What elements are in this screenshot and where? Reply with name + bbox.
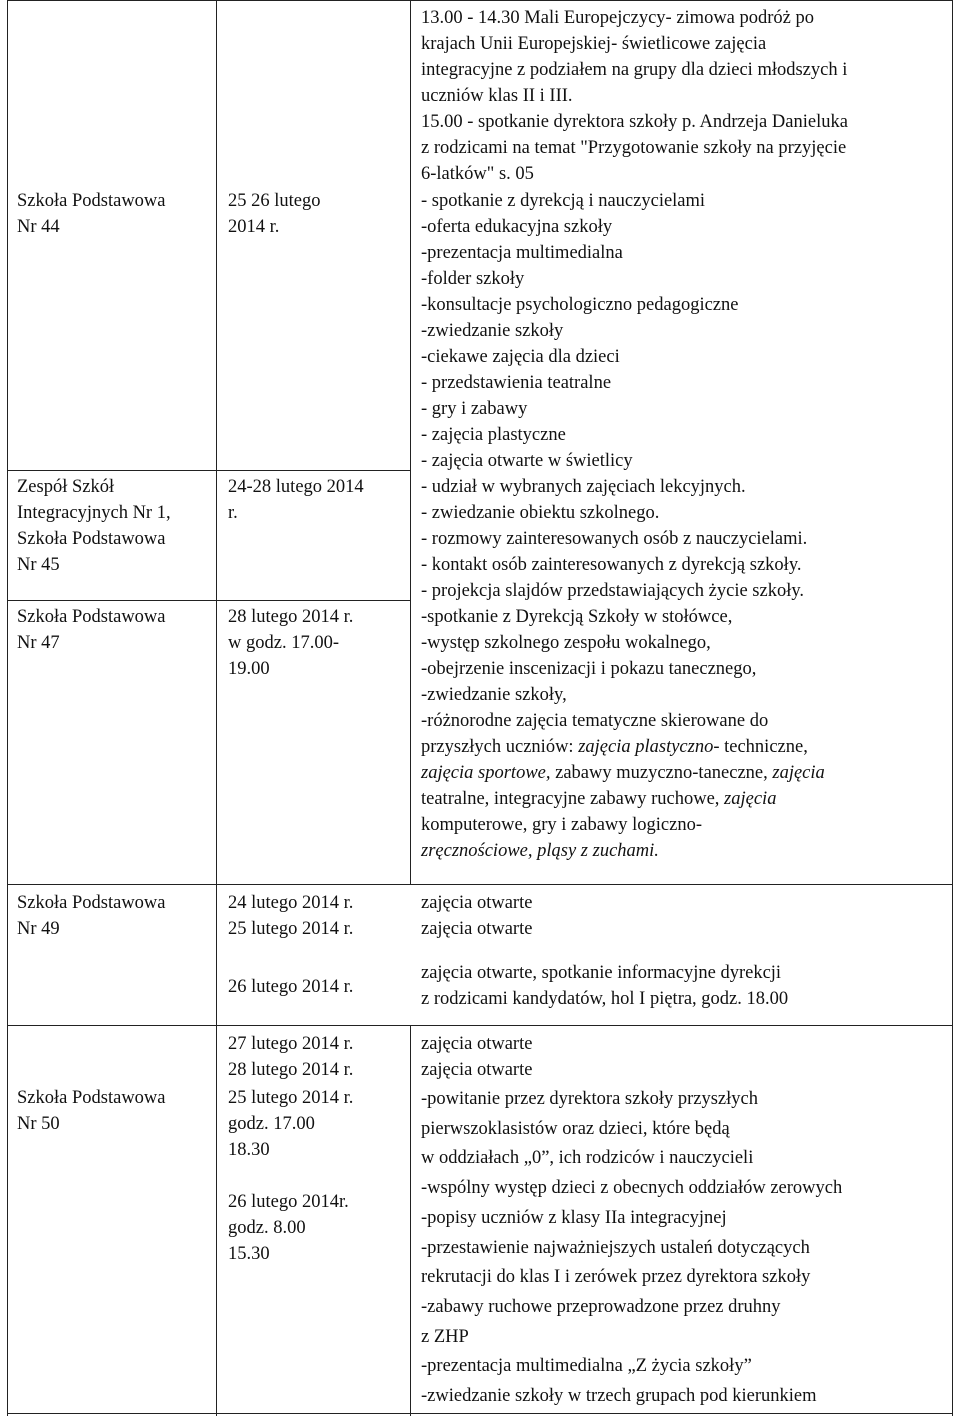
activity-line: zajęcia otwarte [421, 919, 533, 939]
activity-line: -zwiedzanie szkoły [421, 321, 564, 341]
activity-line [421, 838, 825, 864]
activity-line: -obejrzenie inscenizacji i pokazu tanecznego, [421, 659, 757, 679]
activity-line: 6-latków" s. 05 [421, 164, 534, 184]
activity-sp49-3 [421, 960, 788, 1012]
activity-text: teatralne, integracyjne zabawy ruchowe, [421, 789, 725, 809]
activity-line: - przedstawienia teatralne [421, 373, 612, 393]
activity-line: - kontakt osób zainteresowanych z dyrekcją szkoły. [421, 555, 802, 575]
date-line: 18.30 [228, 1140, 270, 1160]
activity-line: -konsultacje psychologiczno pedagogiczne [421, 295, 739, 315]
date-line: 25 26 lutego [228, 191, 321, 211]
activity-line: integracyjne z podziałem na grupy dla dzieci młodszych i [421, 60, 848, 80]
activity-line: -zwiedzanie szkoły, [421, 685, 567, 705]
row-divider-sp49 [7, 1025, 953, 1026]
row-divider-sp47 [7, 884, 953, 885]
date-line: 25 lutego 2014 r. [228, 919, 354, 939]
date-line: 27 lutego 2014 r. [228, 1034, 354, 1054]
activity-line: -zabawy ruchowe przeprowadzone przez druhny [421, 1296, 781, 1317]
activity-line: -popisy uczniów z klasy IIa integracyjnej [421, 1207, 727, 1228]
activity-line: - rozmowy zainteresowanych osób z nauczycielami. [421, 529, 808, 549]
date-line: godz. 17.00 [228, 1114, 315, 1134]
activity-line [421, 812, 825, 838]
school-name-zsi [17, 474, 171, 578]
activity-line: z ZHP [421, 1326, 469, 1347]
date-line: 24 lutego 2014 r. [228, 893, 354, 913]
activity-line: -wspólny występ dzieci z obecnych oddziałów zerowych [421, 1178, 843, 1199]
row-divider-sp44 [7, 470, 411, 471]
school-name-line: Nr 49 [17, 919, 60, 939]
school-name-line: Nr 44 [17, 217, 60, 237]
date-sp49-1 [228, 890, 353, 942]
activity-line: -występ szkolnego zespołu wokalnego, [421, 633, 711, 653]
school-name-line: Szkoła Podstawowa [17, 1088, 166, 1108]
school-name-line: Szkoła Podstawowa [17, 607, 166, 627]
activity-text-italic: zajęcia plastyczno- [578, 737, 720, 757]
date-sp49-4 [228, 1031, 353, 1083]
activity-line: - gry i zabawy [421, 399, 528, 419]
activities-sp50 [421, 1085, 842, 1412]
activity-line: zajęcia otwarte [421, 893, 533, 913]
activity-line: -prezentacja multimedialna [421, 243, 623, 263]
school-name-sp49 [17, 890, 166, 942]
school-name-line: Nr 50 [17, 1114, 60, 1134]
school-name-line: Szkoła Podstawowa [17, 893, 166, 913]
activity-text-italic: zajęcia [724, 789, 777, 809]
intro-sp44 [421, 5, 848, 187]
activity-line: - zajęcia plastyczne [421, 425, 566, 445]
date-line: 24-28 lutego 2014 [228, 477, 364, 497]
activity-line: - spotkanie z dyrekcją i nauczycielami [421, 191, 706, 211]
date-line: 25 lutego 2014 r. [228, 1088, 354, 1108]
activity-line: 13.00 - 14.30 Mali Europejczycy- zimowa podróż po [421, 8, 815, 28]
date-sp44 [228, 188, 321, 240]
table-border-left [7, 0, 8, 1416]
school-name-sp47 [17, 604, 166, 656]
activity-line: zajęcia otwarte [421, 1034, 533, 1054]
school-name-line: Szkoła Podstawowa [17, 191, 166, 211]
date-line: 28 lutego 2014 r. [228, 607, 354, 627]
date-line: 28 lutego 2014 r. [228, 1060, 354, 1080]
activity-text: zabawy muzyczno-taneczne, [550, 763, 773, 783]
activity-line [421, 786, 825, 812]
date-sp50 [228, 1085, 353, 1267]
date-line: 2014 r. [228, 217, 280, 237]
date-zsi [228, 474, 364, 526]
activity-line: -przestawienie najważniejszych ustaleń dotyczących [421, 1237, 810, 1258]
activity-line: -folder szkoły [421, 269, 525, 289]
activity-text: komputerowe, gry i zabawy logiczno- [421, 815, 703, 835]
activity-line: uczniów klas II i III. [421, 86, 573, 106]
activity-line [421, 734, 825, 760]
date-line: w godz. 17.00- [228, 633, 339, 653]
date-line: 26 lutego 2014r. [228, 1192, 349, 1212]
activity-sp49-4 [421, 1031, 532, 1083]
activity-line: rekrutacji do klas I i zerówek przez dyrektora szkoły [421, 1267, 811, 1288]
activity-line: z rodzicami na temat "Przygotowanie szkoły na przyjęcie [421, 138, 847, 158]
date-line: r. [228, 503, 238, 523]
activity-line: zajęcia otwarte [421, 1060, 533, 1080]
activity-line: -spotkanie z Dyrekcją Szkoły w stołówce, [421, 607, 733, 627]
table-border-col2-upper [410, 0, 411, 884]
activity-line [421, 760, 825, 786]
activities-sp47 [421, 604, 825, 864]
table-border-bottom [7, 1413, 953, 1414]
date-line [228, 1163, 353, 1189]
date-line: godz. 8.00 [228, 1218, 306, 1238]
activity-line: - udział w wybranych zajęciach lekcyjnych. [421, 477, 746, 497]
activity-text-italic: zręcznościowe, pląsy z zuchami. [421, 841, 659, 861]
activities-zsi [421, 188, 807, 604]
table-border-col1 [216, 0, 217, 1416]
date-line: 15.30 [228, 1244, 270, 1264]
activity-line: -prezentacja multimedialna „Z życia szkoły” [421, 1356, 752, 1377]
table-border-right [952, 0, 953, 1416]
school-name-line: Nr 45 [17, 555, 60, 575]
activity-line: - zwiedzanie obiektu szkolnego. [421, 503, 660, 523]
activity-line: - zajęcia otwarte w świetlicy [421, 451, 633, 471]
activity-line: zajęcia otwarte, spotkanie informacyjne dyrekcji [421, 963, 782, 983]
activity-line: -powitanie przez dyrektora szkoły przyszłych [421, 1089, 758, 1109]
activity-line: -różnorodne zajęcia tematyczne skierowane do [421, 711, 769, 731]
date-line: 19.00 [228, 659, 270, 679]
activity-text-italic: zajęcia sportowe, [421, 763, 551, 783]
school-name-line: Integracyjnych Nr 1, [17, 503, 171, 523]
school-name-line: Nr 47 [17, 633, 60, 653]
activity-line: w oddziałach „0”, ich rodziców i nauczycieli [421, 1148, 754, 1169]
activity-text-italic: zajęcia [772, 763, 825, 783]
row-divider-zsi [7, 600, 411, 601]
activity-line: z rodzicami kandydatów, hol I piętra, godz. 18.00 [421, 989, 789, 1009]
activity-line: - projekcja slajdów przedstawiających życie szkoły. [421, 581, 805, 601]
activity-text: techniczne, [719, 737, 808, 757]
activity-line: krajach Unii Europejskiej- świetlicowe zajęcia [421, 34, 767, 54]
school-name-sp44 [17, 188, 166, 240]
activity-line: -oferta edukacyjna szkoły [421, 217, 613, 237]
activity-text: przyszłych uczniów: [421, 737, 579, 757]
date-line: 26 lutego 2014 r. [228, 977, 354, 997]
school-name-line: Zespół Szkół [17, 477, 115, 497]
table-border-col2-lower [410, 1025, 411, 1416]
activity-line: -ciekawe zajęcia dla dzieci [421, 347, 620, 367]
date-sp47 [228, 604, 353, 682]
activity-line: -zwiedzanie szkoły w trzech grupach pod kierunkiem [421, 1386, 817, 1407]
date-sp49-3 [228, 974, 353, 1000]
table-border-top [7, 0, 953, 1]
school-name-line: Szkoła Podstawowa [17, 529, 166, 549]
activity-line: 15.00 - spotkanie dyrektora szkoły p. Andrzeja Danieluka [421, 112, 848, 132]
activity-line: pierwszoklasistów oraz dzieci, które będą [421, 1118, 730, 1139]
school-name-sp50 [17, 1085, 166, 1137]
activity-sp49-1 [421, 890, 532, 942]
